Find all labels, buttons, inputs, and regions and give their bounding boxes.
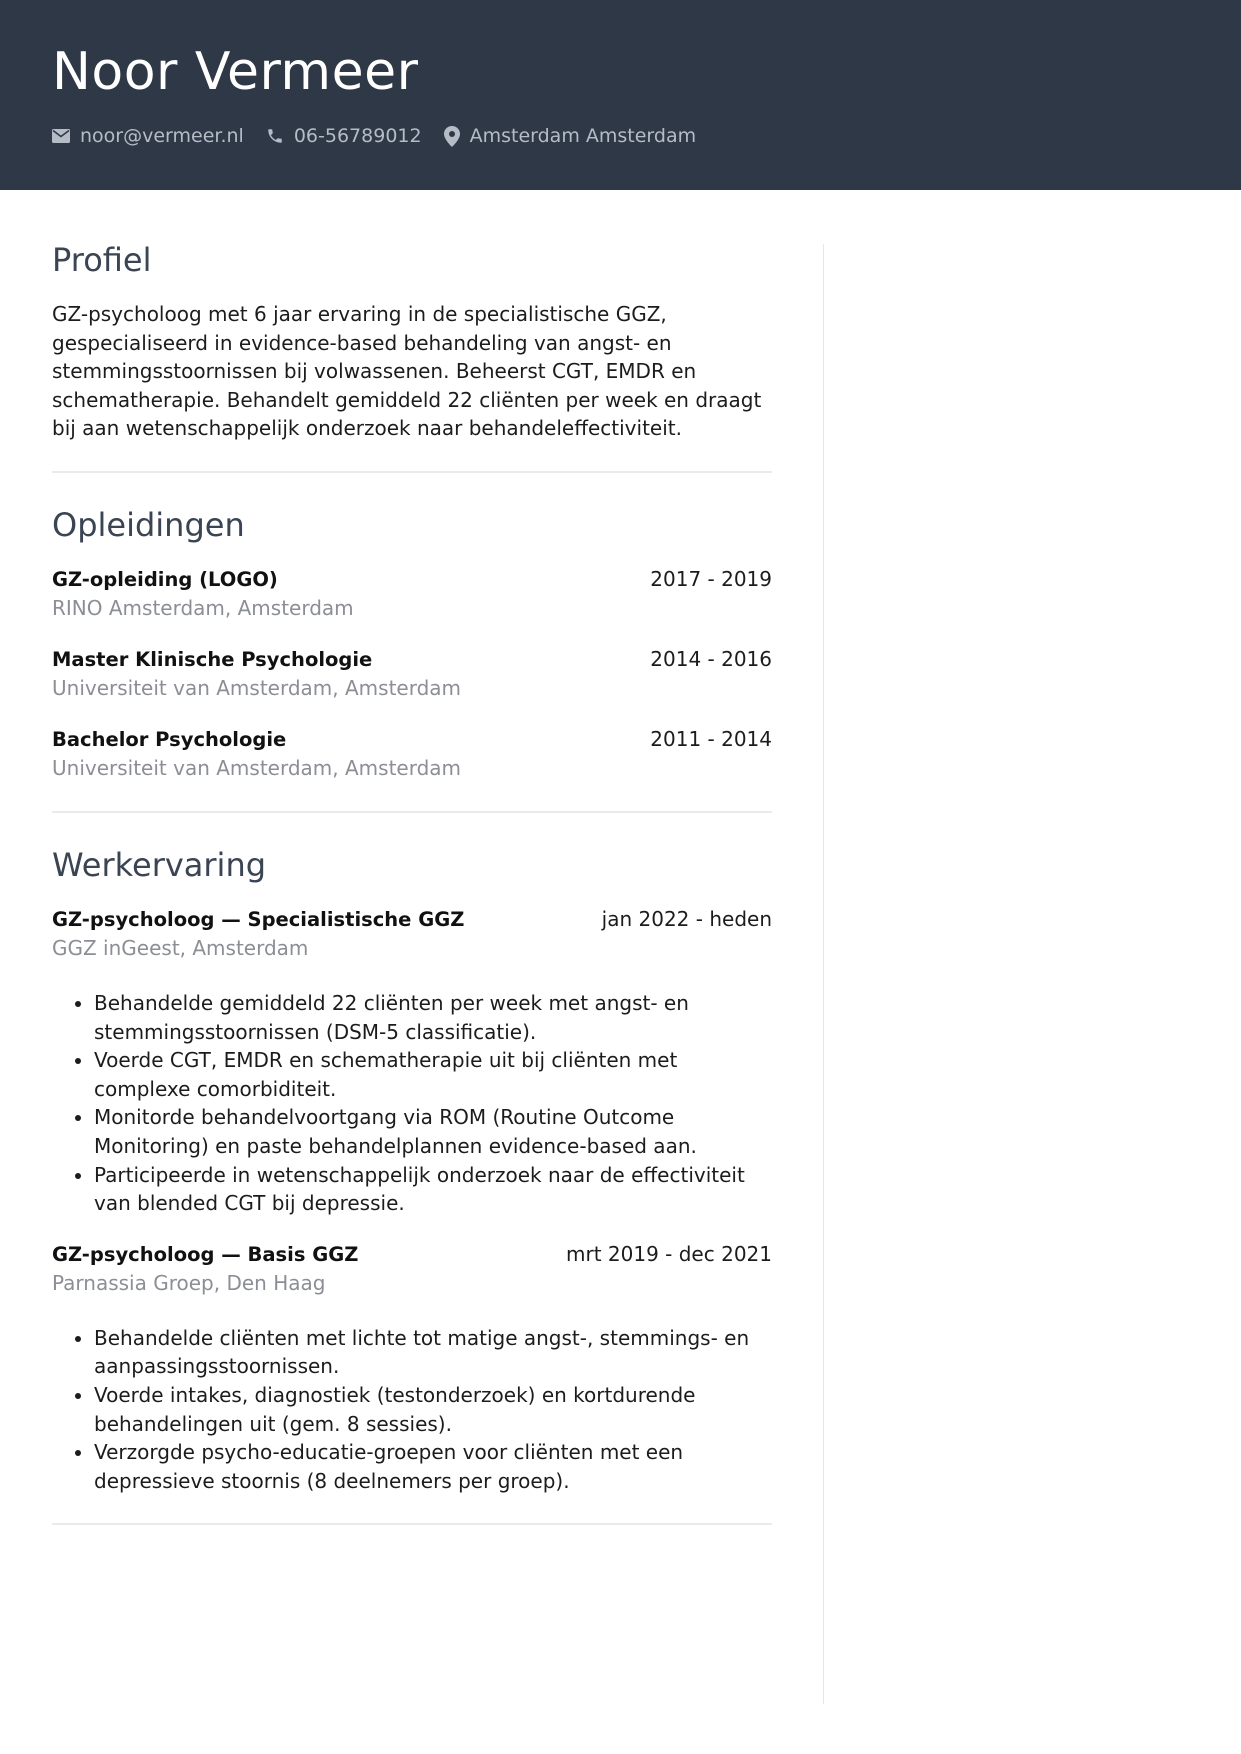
job-date: jan 2022 - heden (601, 906, 772, 931)
contact-bar (52, 124, 718, 148)
section-title-profile: Profiel (52, 241, 152, 279)
job-bullets (52, 989, 772, 1218)
education-title: Bachelor Psychologie (52, 727, 287, 751)
location-pin-icon (444, 126, 460, 147)
education-institution: Universiteit van Amsterdam, Amsterdam (52, 675, 462, 700)
education-date: 2014 - 2016 (650, 646, 772, 671)
section-divider (52, 811, 772, 813)
list-item: • Voerde CGT, EMDR en schematherapie uit bij cliënten met complexe comorbiditeit. (94, 1046, 772, 1103)
list-item: • Voerde intakes, diagnostiek (testonderzoek) en kortdurende behandelingen uit (gem. 8 sessies). (94, 1381, 772, 1438)
list-item: • Behandelde gemiddeld 22 cliënten per week met angst- en stemmingsstoornissen (DSM-5 classificatie). (94, 989, 772, 1046)
email-text: noor@vermeer.nl (80, 125, 244, 147)
education-section (52, 505, 772, 783)
candidate-name: Noor Vermeer (52, 42, 419, 102)
list-item: • Verzorgde psycho-educatie-groepen voor cliënten met een depressieve stoornis (8 deelnemers per groep). (94, 1438, 772, 1495)
job-title: GZ-psycholoog — Basis GGZ (52, 1242, 359, 1266)
experience-entry (52, 1240, 772, 1496)
list-item: • Participeerde in wetenschappelijk onderzoek naar de effectiviteit van blended CGT bij depressie. (94, 1161, 772, 1218)
section-divider (52, 1523, 772, 1525)
job-title: GZ-psycholoog — Specialistische GGZ (52, 907, 465, 931)
section-title-education: Opleidingen (52, 505, 245, 544)
job-date: mrt 2019 - dec 2021 (566, 1241, 772, 1266)
phone-icon (266, 127, 284, 145)
location-text: Amsterdam Amsterdam (469, 125, 697, 147)
phone-text: 06-56789012 (293, 125, 422, 147)
education-date: 2011 - 2014 (650, 726, 772, 751)
job-bullets (52, 1324, 772, 1496)
contact-email[interactable] (52, 125, 244, 147)
education-entry (52, 565, 772, 623)
education-entry (52, 645, 772, 703)
experience-entry (52, 905, 772, 1218)
profile-text: GZ-psycholoog met 6 jaar ervaring in de specialistische GGZ, gespecialiseerd in evidence-based behandeling van angst- en stemmingsstoornissen bij volwassenen. Beheerst CGT, EMDR en schematherapie. Behandelt gemiddeld 22 cliënten per week en draagt bij aan wetenschappelijk onderzoek naar behandeleffectiviteit. (52, 302, 762, 441)
experience-section (52, 845, 772, 1495)
education-title: GZ-opleiding (LOGO) (52, 567, 278, 591)
education-institution: RINO Amsterdam, Amsterdam (52, 595, 354, 620)
education-entry (52, 725, 772, 783)
education-date: 2017 - 2019 (650, 566, 772, 591)
envelope-icon (52, 129, 70, 143)
list-item: • Behandelde cliënten met lichte tot matige angst-, stemmings- en aanpassingsstoornissen. (94, 1324, 772, 1381)
contact-location (444, 125, 697, 147)
education-title: Master Klinische Psychologie (52, 647, 373, 671)
header-banner (0, 0, 1241, 190)
list-item: • Monitorde behandelvoortgang via ROM (Routine Outcome Monitoring) en paste behandelplannen evidence-based aan. (94, 1103, 772, 1160)
profile-section (52, 240, 772, 443)
job-employer: GGZ inGeest, Amsterdam (52, 935, 309, 960)
main-column (52, 240, 772, 1557)
job-employer: Parnassia Groep, Den Haag (52, 1270, 326, 1295)
contact-phone[interactable] (266, 125, 422, 147)
section-title-experience: Werkervaring (52, 845, 267, 884)
education-institution: Universiteit van Amsterdam, Amsterdam (52, 755, 462, 780)
column-divider (823, 244, 824, 1704)
section-divider (52, 471, 772, 473)
